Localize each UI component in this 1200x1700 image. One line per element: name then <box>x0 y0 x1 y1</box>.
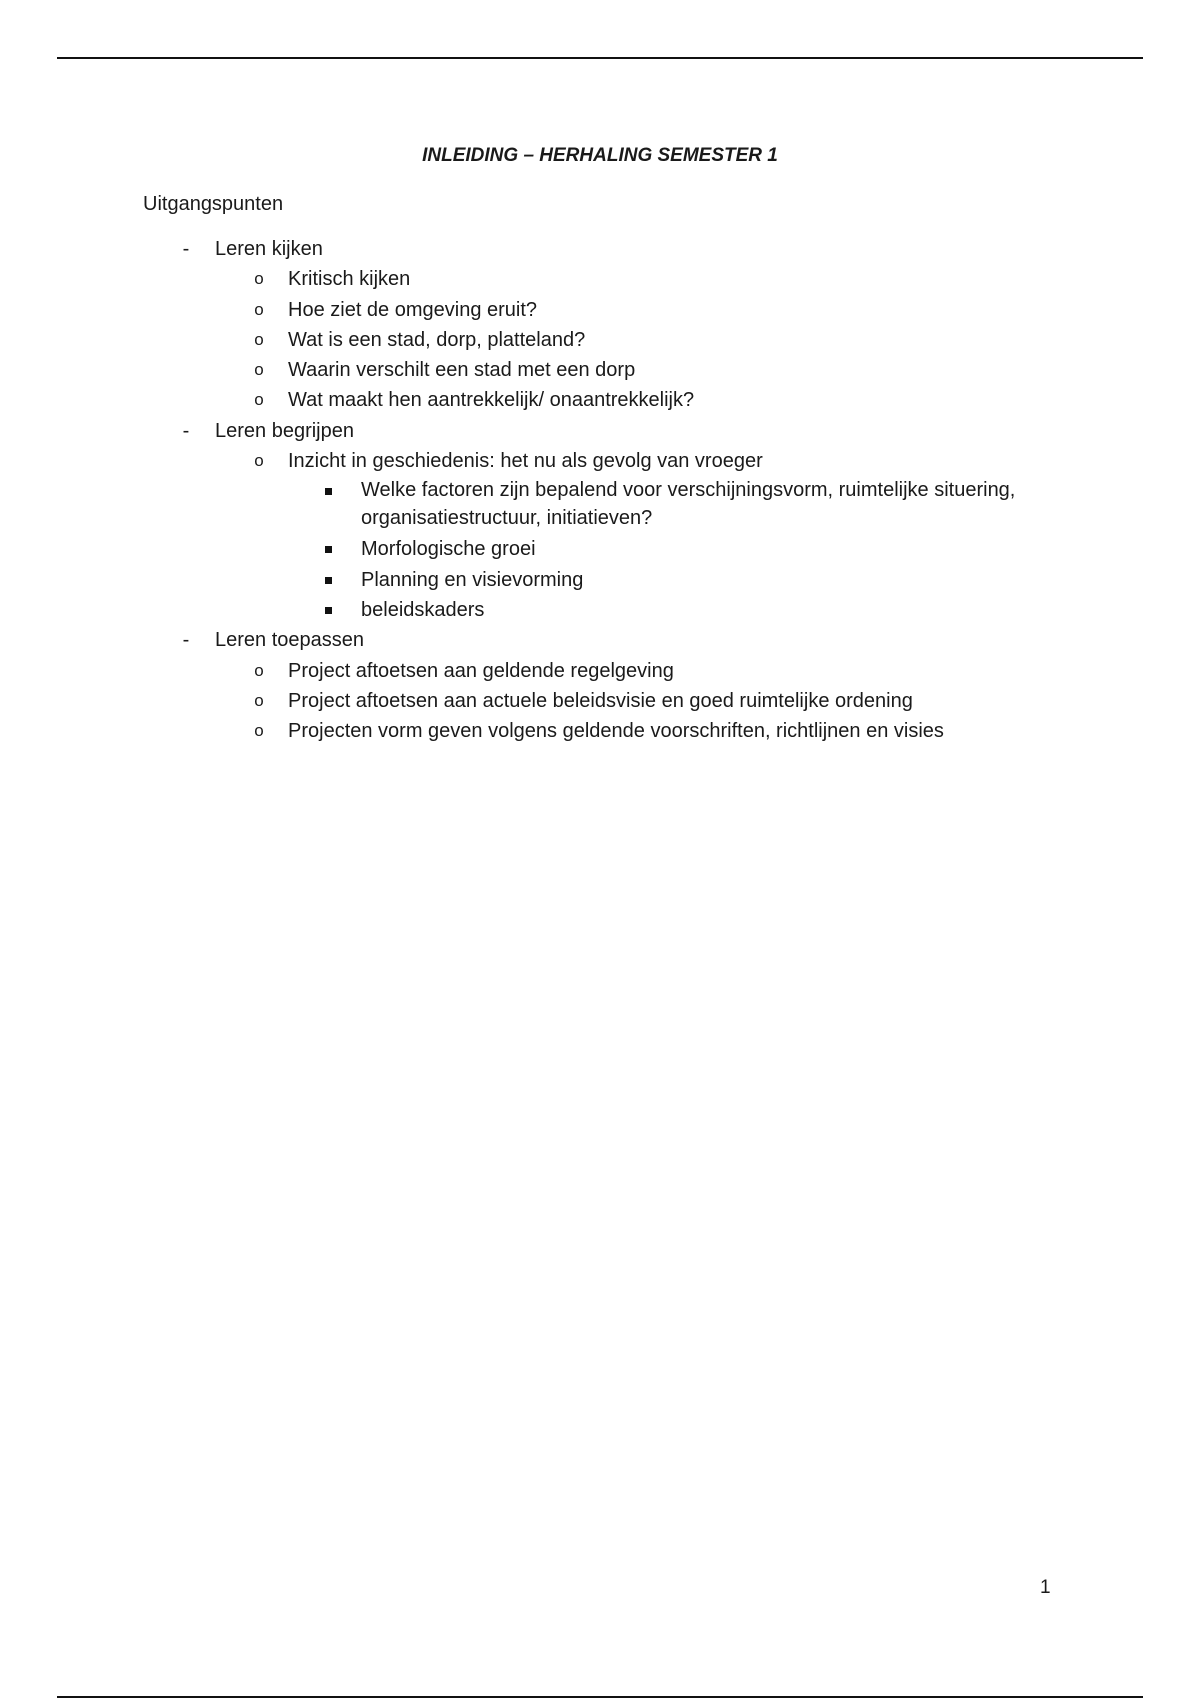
list-item <box>0 686 1200 716</box>
list-item-text: Morfologische groei <box>361 538 536 561</box>
list-item-text: beleidskaders <box>361 598 485 621</box>
footer-rule <box>57 1696 1143 1698</box>
list-item-text: Planning en visievorming <box>361 568 584 591</box>
circle-bullet-icon: o <box>254 390 264 410</box>
list-item-text: Hoe ziet de omgeving eruit? <box>288 298 538 321</box>
dash-bullet-icon: - <box>182 629 190 652</box>
list-item-text: Kritisch kijken <box>288 268 411 291</box>
circle-bullet-icon: o <box>254 660 264 680</box>
list-item <box>0 446 1200 476</box>
circle-bullet-icon: o <box>254 329 264 349</box>
list-item-text: Leren toepassen <box>215 629 365 652</box>
page-number: 1 <box>1040 1577 1051 1598</box>
list-item <box>0 595 1200 625</box>
list-item <box>0 656 1200 686</box>
list-item-text: Waarin verschilt een stad met een dorp <box>288 359 636 382</box>
list-item <box>0 385 1200 415</box>
list-item-text: Wat is een stad, dorp, platteland? <box>288 328 586 351</box>
list-item-text: Inzicht in geschiedenis: het nu als gevolg van vroeger <box>288 450 763 473</box>
list-item <box>0 295 1200 325</box>
list-item-text: Project aftoetsen aan actuele beleidsvisie en goed ruimtelijke ordening <box>288 689 913 712</box>
circle-bullet-icon: o <box>254 690 264 710</box>
square-bullet-icon <box>325 488 332 495</box>
dash-bullet-icon: - <box>182 238 190 260</box>
list-item <box>0 416 1200 446</box>
list-item <box>0 234 1200 264</box>
circle-bullet-icon: o <box>254 451 264 471</box>
square-bullet-icon <box>325 607 332 614</box>
square-bullet-icon <box>325 577 332 584</box>
list-item-text: Welke factoren zijn bepalend voor verschijningsvorm, ruimtelijke situering, organisatiestructuur, initiatieven? <box>361 479 1016 530</box>
circle-bullet-icon: o <box>254 721 264 741</box>
outline-list <box>0 234 1200 746</box>
document-title: INLEIDING – HERHALING SEMESTER 1 <box>422 145 778 166</box>
list-item <box>0 476 1200 534</box>
list-item-text: Projecten vorm geven volgens geldende voorschriften, richtlijnen en visies <box>288 720 944 743</box>
list-item <box>0 625 1200 655</box>
list-item-text: Project aftoetsen aan geldende regelgeving <box>288 659 674 682</box>
list-item <box>0 716 1200 746</box>
header-rule <box>57 57 1143 59</box>
list-item <box>0 264 1200 294</box>
circle-bullet-icon: o <box>254 299 264 319</box>
list-item <box>0 325 1200 355</box>
list-item <box>0 565 1200 595</box>
square-bullet-icon <box>325 546 332 553</box>
section-heading: Uitgangspunten <box>143 193 284 215</box>
circle-bullet-icon: o <box>254 360 264 380</box>
list-item-text: Leren begrijpen <box>215 419 354 442</box>
dash-bullet-icon: - <box>182 419 190 442</box>
list-item-text: Leren kijken <box>215 238 323 260</box>
list-item <box>0 534 1200 564</box>
list-item <box>0 355 1200 385</box>
circle-bullet-icon: o <box>254 269 264 289</box>
list-item-text: Wat maakt hen aantrekkelijk/ onaantrekkelijk? <box>288 389 695 412</box>
